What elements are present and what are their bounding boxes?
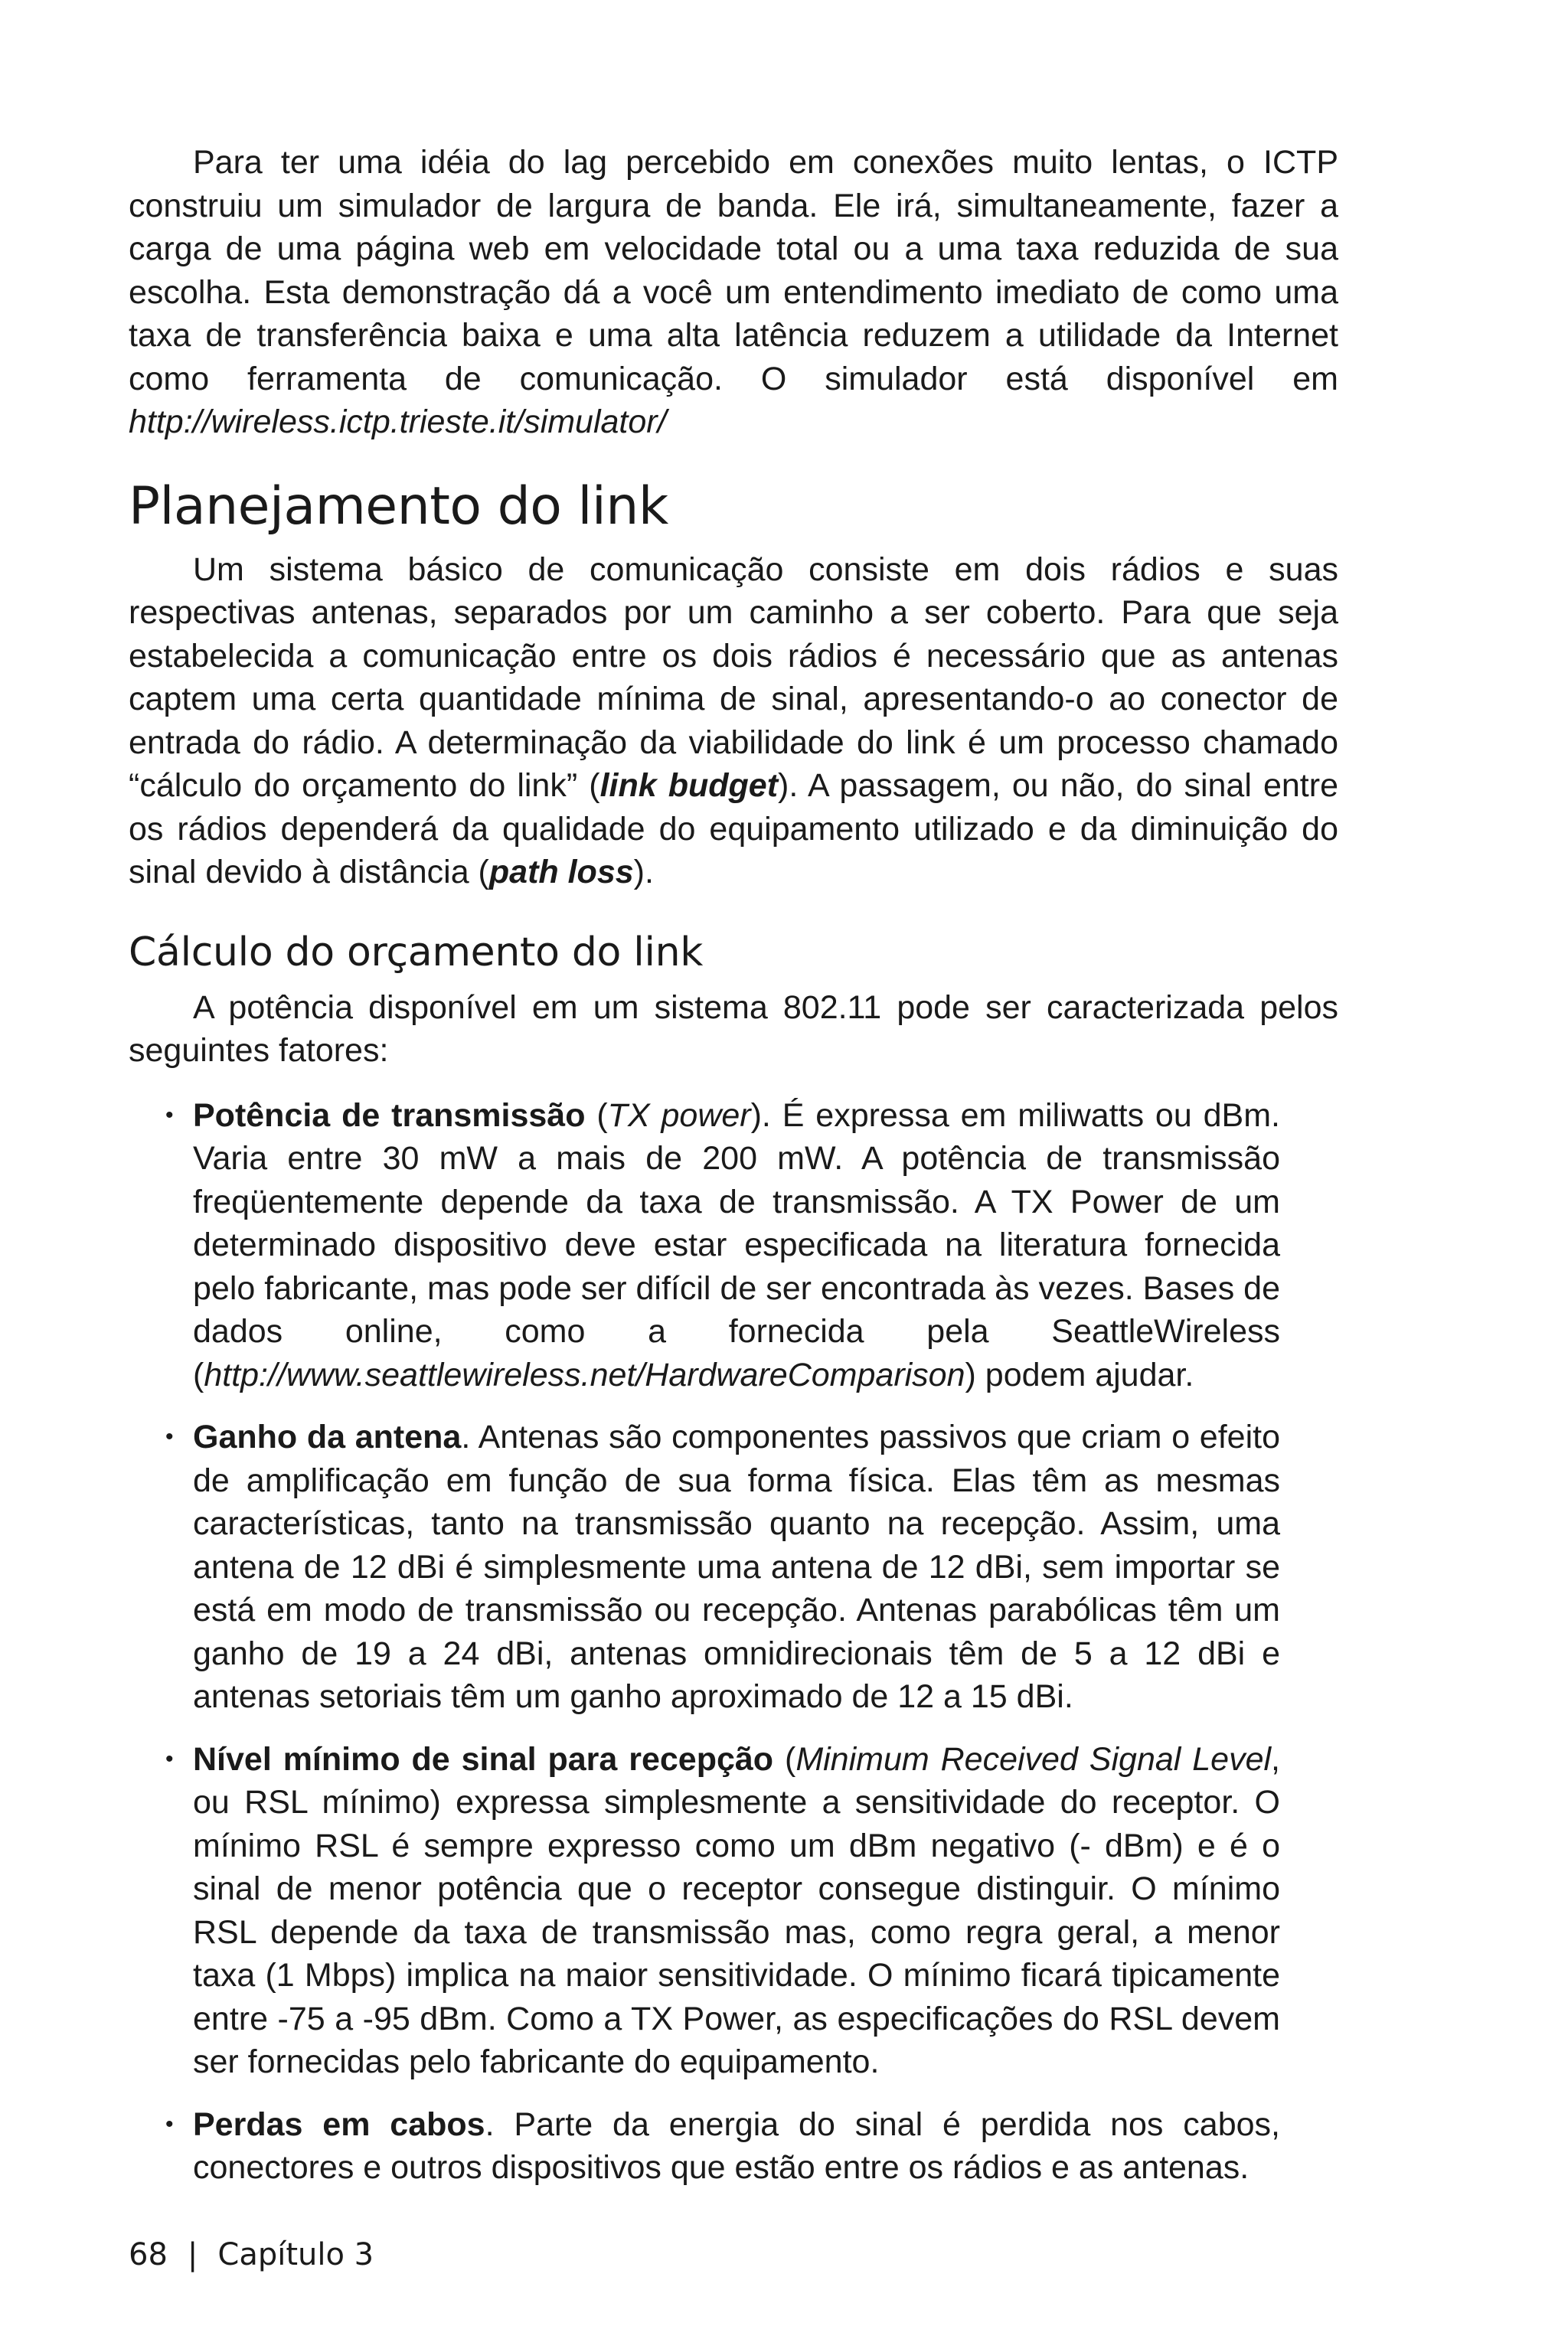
- intro-text: Para ter uma idéia do lag percebido em conexões muito lentas, o ICTP construiu um simulador de largura de banda. Ele irá, simultaneamente, fazer a carga de uma página web em velocidade total ou a uma taxa reduzida de sua escolha. Esta demonstração dá a você um entendimento imediato de como uma taxa de transferência baixa e uma alta latência reduzem a utilidade da Internet como ferramenta de comunicação. O simulador está disponível em: [129, 144, 1338, 397]
- list-item-term: Ganho da antena: [193, 1419, 462, 1455]
- list-item-term: Perdas em cabos: [193, 2105, 485, 2143]
- footer-separator: |: [187, 2237, 198, 2272]
- list-item: [129, 1738, 1338, 2084]
- list-item-italic: TX power: [607, 1096, 751, 1134]
- list-item: [129, 1094, 1338, 1397]
- intro-paragraph: [129, 141, 1338, 444]
- list-item: [129, 1416, 1338, 1719]
- seattlewireless-link[interactable]: http://www.seattlewireless.net/HardwareComparison: [204, 1356, 965, 1393]
- section-text-3: ).: [633, 854, 654, 890]
- bullet-dot-icon: •: [165, 2111, 174, 2137]
- list-item-text: ). É expressa em miliwatts ou dBm. Varia entre 30 mW a mais de 200 mW. A potência de transmissão freqüentemente depende da taxa de transmissão. A TX Power de um determinado dispositivo deve estar especificada na literatura fornecida pelo fabricante, mas pode ser difícil de ser encontrada às vezes. Bases de dados online, como a fornecida pela SeattleWireless (: [193, 1096, 1280, 1393]
- list-item-text: (: [585, 1096, 608, 1134]
- list-item-text: , ou RSL mínimo) expressa simplesmente a sensitividade do receptor. O mínimo RSL é sempre expresso como um dBm negativo (- dBm) e é o sinal de menor potência que o receptor consegue distinguir. O mínimo RSL depende da taxa de transmissão mas, como regra geral, a menor taxa (1 Mbps) implica na maior sensitividade. O mínimo ficará tipicamente entre -75 a -95 dBm. Como a TX Power, as especificações do RSL devem ser fornecidas pelo fabricante do equipamento.: [193, 1740, 1280, 2080]
- page-number: 68: [129, 2237, 168, 2272]
- simulator-link[interactable]: http://wireless.ictp.trieste.it/simulator/: [129, 403, 667, 440]
- list-item-term: Potência de transmissão: [193, 1096, 586, 1134]
- list-item-text: ) podem ajudar.: [965, 1356, 1194, 1393]
- list-item-text: . Parte da energia do sinal é perdida nos cabos, conectores e outros dispositivos que estão entre os rádios e as antenas.: [193, 2105, 1280, 2186]
- bullet-dot-icon: •: [165, 1424, 174, 1449]
- page-footer: [129, 2236, 374, 2274]
- page-body: [129, 141, 1338, 2209]
- section-text-2: ). A passagem, ou não, do sinal entre os rádios dependerá da qualidade do equipamento utilizado e da diminuição do sinal devido à distância (: [129, 767, 1338, 890]
- term-path-loss: path loss: [488, 854, 634, 890]
- list-item-term: Nível mínimo de sinal para recepção: [193, 1740, 774, 1778]
- bullet-dot-icon: •: [165, 1746, 174, 1772]
- chapter-label: Capítulo 3: [217, 2237, 374, 2272]
- bullet-dot-icon: •: [165, 1102, 174, 1128]
- list-item-text: (: [773, 1740, 796, 1778]
- section-paragraph: [129, 548, 1338, 894]
- list-item: [129, 2103, 1338, 2190]
- term-link-budget: link budget: [599, 767, 779, 804]
- section-heading: Planejamento do link: [129, 475, 668, 537]
- subsection-heading: Cálculo do orçamento do link: [129, 929, 704, 975]
- list-item-text: . Antenas são componentes passivos que criam o efeito de amplificação em função de sua forma física. Elas têm as mesmas características, tanto na transmissão quanto na recepção. Assim, uma antena de 12 dBi é simplesmente uma antena de 12 dBi, sem importar se está em modo de transmissão ou recepção. Antenas parabólicas têm um ganho de 19 a 24 dBi, antenas omnidirecionais têm de 5 a 12 dBi e antenas setoriais têm um ganho aproximado de 12 a 15 dBi.: [193, 1419, 1280, 1715]
- section-text-1: Um sistema básico de comunicação consiste em dois rádios e suas respectivas antenas, separados por um caminho a ser coberto. Para que seja estabelecida a comunicação entre os dois rádios é necessário que as antenas captem uma certa quantidade mínima de sinal, apresentando-o ao conector de entrada do rádio. A determinação da viabilidade do link é um processo chamado “cálculo do orçamento do link” (: [129, 550, 1338, 804]
- factor-list: [129, 1094, 1338, 2190]
- subsection-intro: A potência disponível em um sistema 802.11 pode ser caracterizada pelos seguintes fatores:: [129, 988, 1338, 1069]
- list-item-italic: Minimum Received Signal Level: [795, 1740, 1272, 1778]
